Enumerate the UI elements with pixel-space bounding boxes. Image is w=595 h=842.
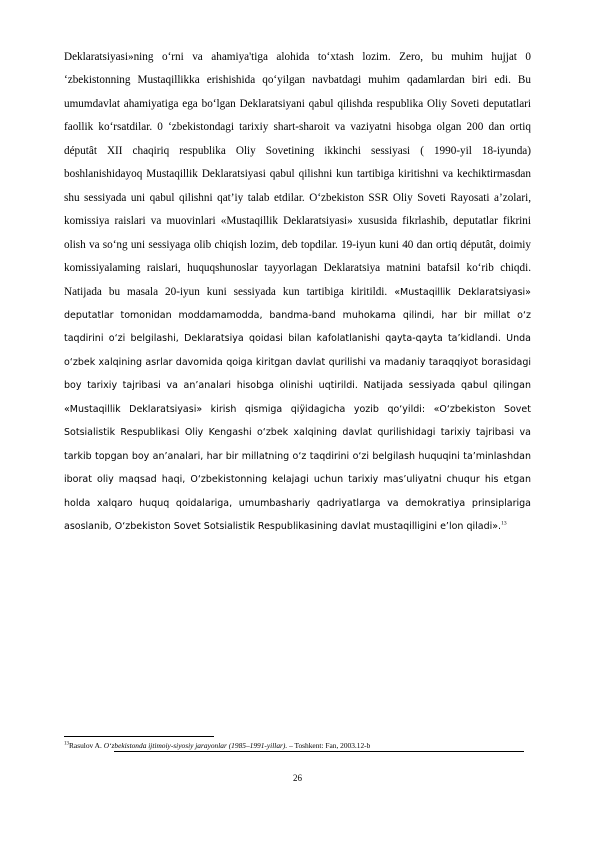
body-text-part2: «Mustaqillik Deklaratsiyasi» deputatlar tomonidan moddamamodda, bandma-band muhokama qilindi, har bir millat o‘z taqdirini o‘zi belgilashi, Deklaratsiya qoidasi bilan kafolatlanishi qayta-qayta ta’kidlandi. Unda o‘zbek xalqining asrlar davomida qoiga kiritgan davlat qurilishi va madaniy taraqqiyot borasidagi boy tarixiy tajribasi va an’analari hisobga olinishi uqtirildi. Natijada sessiyada qabul qilingan «Mustaqillik Deklaratsiyasi» kirish qismiga qiÿidagicha yozib qo‘yildi: «O‘zbekiston Sovet Sotsialistik Respublikasi Oliy Kengashi o‘zbek xalqining davlat qurilishidagi tarixiy tajribasi va tarkib topgan boy an’analari, har bir millatning o‘z taqdirini o‘zi belgilash huquqini ta’minlashdan iborat oliy maqsad haqi, O‘zbekistonning kelajagi uchun tarixiy mas’uliyatni chuqur his etgan holda xalqaro huquq qoidalariga, umumbashariy qadriyatlarga va demokratiya prinsiplariga asoslanib, O‘zbekiston Sovet Sotsialistik Respublikasining davlat mustaqilligini e’lon qiladi». (64, 286, 531, 533)
footnote-publication: – Toshkent: Fan, 2003.12-b (287, 741, 371, 750)
footnote-reference[interactable]: 13 (501, 520, 507, 527)
footnote-separator (64, 736, 214, 737)
footnote (64, 741, 534, 751)
body-text-part1: Deklaratsiyasi»ning o‘rni va ahamiya'tiga alohida to‘xtash lozim. Zero, bu muhim hujjat 0 ‘zbekistonning Mustaqillikka erishishida qo‘yilgan navbatdagi muhim qadamlardan biri edi. Bu umumdavlat ahamiyatiga ega bo‘lgan Deklaratsiyani qabul qilishda respublika Oliy Soveti deputatlari faollik ko‘rsatdilar. 0 ‘zbekistondagi tarixiy shart-sharoit va vaziyatni hisobga olgan 200 dan ortiq députât XII chaqiriq respublika Oliy Sovetining ikkinchi sessiyasi ( 1990-yil 18-iyunda) boshlanishidayoq Mustaqillik Deklaratsiyasi qabul qilishni kun tartibiga kiritishni va kechiktirmasdan shu sessiyada uni qabul qilishni qat’iy talab etdilar. O‘zbekiston SSR Oliy Soveti Rayosati a’zolari, komissiya raislari va muovinlari «Mustaqillik Deklaratsiyasi» xususida fikrlashib, deputatlar fikrini olish va so‘ng uni sessiyaga olib chiqish lozim, deb topdilar. 19-iyun kuni 40 dan ortiq députât, doimiy komissiyalaming raislari, huquqshunoslar tayyorlagan Deklaratsiya matnini batafsil ko‘rib chiqdi. Natijada bu masala 20-iyun kuni sessiyada kun tartibiga kiritildi. (64, 51, 531, 298)
body-paragraph (64, 46, 531, 539)
footnote-underline (114, 751, 524, 752)
page-number: 26 (293, 773, 302, 783)
footnote-number: 13 (64, 741, 69, 747)
footnote-author: Rasulov A. (69, 741, 104, 750)
footnote-title: O‘zbekistonda ijtimoiy-siyosiy jarayonlar (1985–1991-yillar). (103, 741, 288, 750)
